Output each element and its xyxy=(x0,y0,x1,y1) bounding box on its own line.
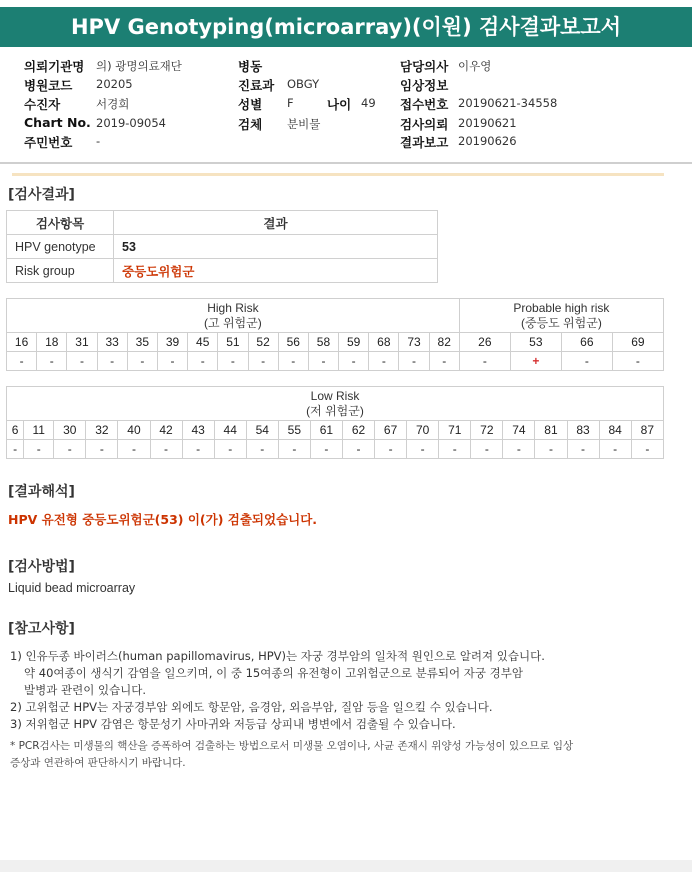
low-risk-type-cell: 32 xyxy=(86,421,118,440)
low-risk-result-cell: - xyxy=(310,440,342,459)
low-risk-type-cell: 42 xyxy=(150,421,182,440)
high-risk-result-cell: - xyxy=(37,352,67,371)
high-risk-results-row xyxy=(7,352,664,371)
high-risk-title: High Risk xyxy=(207,300,259,315)
request-date-value: 20190621 xyxy=(458,116,517,130)
high-risk-result-cell: - xyxy=(278,352,308,371)
low-risk-result-cell: - xyxy=(439,440,471,459)
low-risk-type-cell: 71 xyxy=(439,421,471,440)
age-label: 나이 xyxy=(327,97,352,112)
low-risk-type-cell: 62 xyxy=(342,421,374,440)
ward-label: 병동 xyxy=(238,59,263,74)
high-risk-result-cell: - xyxy=(429,352,459,371)
interpretation-text: HPV 유전형 중등도위험군(53) 이(가) 검출되었습니다. xyxy=(8,512,318,527)
low-risk-result-cell: - xyxy=(278,440,310,459)
hospital-code-label: 병원코드 xyxy=(24,78,73,93)
section-notes-heading: [참고사항] xyxy=(8,621,75,637)
high-risk-result-cell: - xyxy=(7,352,37,371)
sex-value: F xyxy=(287,96,294,110)
doctor-label: 담당의사 xyxy=(400,59,449,74)
low-risk-type-cell: 67 xyxy=(375,421,407,440)
high-risk-type-cell: 68 xyxy=(369,333,399,352)
sex-label: 성별 xyxy=(238,97,263,112)
request-date-label: 검사의뢰 xyxy=(400,117,449,132)
low-risk-type-cell: 83 xyxy=(567,421,599,440)
section-method-heading: [검사방법] xyxy=(8,559,75,575)
low-risk-title: Low Risk xyxy=(310,388,360,403)
note-1-line-2: 약 40여종이 생식기 감염을 일으키며, 이 중 15여종의 유전형이 고위험군으로 분류되어 자궁 경부암 xyxy=(24,666,523,680)
report-date-label: 결과보고 xyxy=(400,135,449,150)
high-risk-table xyxy=(6,298,664,371)
high-risk-result-cell: - xyxy=(308,352,338,371)
low-risk-type-cell: 11 xyxy=(24,421,54,440)
low-risk-result-cell: - xyxy=(407,440,439,459)
low-risk-type-cell: 84 xyxy=(599,421,631,440)
high-risk-result-cell: - xyxy=(218,352,248,371)
low-risk-result-cell: - xyxy=(86,440,118,459)
section-interpretation-heading: [결과해석] xyxy=(8,484,75,500)
high-risk-type-cell: 35 xyxy=(127,333,157,352)
high-risk-type-cell: 33 xyxy=(97,333,127,352)
high-risk-type-cell: 56 xyxy=(278,333,308,352)
low-risk-type-cell: 61 xyxy=(310,421,342,440)
low-risk-type-cell: 70 xyxy=(407,421,439,440)
low-risk-result-cell: - xyxy=(503,440,535,459)
high-risk-type-cell: 31 xyxy=(67,333,97,352)
low-risk-type-cell: 55 xyxy=(278,421,310,440)
high-risk-result-cell: - xyxy=(399,352,429,371)
patient-name-label: 수진자 xyxy=(24,97,61,112)
low-risk-type-cell: 30 xyxy=(54,421,86,440)
result-table-header xyxy=(7,211,438,235)
chart-no-label: Chart No. xyxy=(24,115,91,130)
low-risk-result-cell: - xyxy=(375,440,407,459)
header-divider xyxy=(0,162,692,164)
low-risk-subtitle: (저 위험군) xyxy=(306,403,364,418)
notes-list xyxy=(10,648,670,733)
resident-no-value: - xyxy=(96,134,101,148)
hospital-code-value: 20205 xyxy=(96,77,133,91)
note-1-line-1: 1) 인유두종 바이러스(human papillomavirus, HPV)는 자궁 경부암의 일차적 원인으로 알려져 있습니다. xyxy=(10,649,545,663)
probable-risk-title: Probable high risk xyxy=(513,300,610,315)
high-risk-type-cell: 39 xyxy=(157,333,187,352)
low-risk-table xyxy=(6,386,664,459)
note-1-line-3: 발병과 관련이 있습니다. xyxy=(24,683,147,697)
low-risk-result-cell: - xyxy=(567,440,599,459)
high-risk-type-cell: 66 xyxy=(561,333,612,352)
high-risk-result-cell: - xyxy=(127,352,157,371)
low-risk-result-cell: - xyxy=(54,440,86,459)
high-risk-type-cell: 52 xyxy=(248,333,278,352)
footnote xyxy=(10,738,680,772)
age-value: 49 xyxy=(361,96,376,110)
low-risk-results-row xyxy=(7,440,664,459)
high-risk-result-cell: - xyxy=(369,352,399,371)
high-risk-type-cell: 82 xyxy=(429,333,459,352)
requester-value: 의) 광명의료재단 xyxy=(96,59,182,73)
low-risk-type-cell: 87 xyxy=(631,421,663,440)
patient-name-value: 서경희 xyxy=(96,97,130,111)
low-risk-result-cell: - xyxy=(150,440,182,459)
genotype-label: HPV genotype xyxy=(7,235,114,259)
accent-divider xyxy=(12,173,664,176)
requester-label: 의뢰기관명 xyxy=(24,59,85,74)
low-risk-result-cell: - xyxy=(214,440,246,459)
high-risk-result-cell: - xyxy=(561,352,612,371)
risk-group-value: 중등도위험군 xyxy=(114,259,438,283)
resident-no-label: 주민번호 xyxy=(24,135,73,150)
table-row xyxy=(7,259,438,283)
low-risk-result-cell: - xyxy=(471,440,503,459)
probable-risk-subtitle: (중등도 위험군) xyxy=(520,315,602,330)
high-risk-result-cell: + xyxy=(510,352,561,371)
low-risk-group-header xyxy=(7,387,664,421)
low-risk-result-cell: - xyxy=(7,440,24,459)
low-risk-type-cell: 74 xyxy=(503,421,535,440)
chart-no-value: 2019-09054 xyxy=(96,116,166,130)
high-risk-result-cell: - xyxy=(97,352,127,371)
low-risk-result-cell: - xyxy=(118,440,150,459)
doctor-value: 이우영 xyxy=(458,59,492,73)
high-risk-result-cell: - xyxy=(188,352,218,371)
receipt-no-label: 접수번호 xyxy=(400,97,449,112)
high-risk-type-cell: 51 xyxy=(218,333,248,352)
header-item: 검사항목 xyxy=(7,211,114,235)
low-risk-result-cell: - xyxy=(535,440,567,459)
high-risk-type-cell: 59 xyxy=(339,333,369,352)
department-label: 진료과 xyxy=(238,78,275,93)
footnote-line-1: * PCR검사는 미생물의 핵산을 증폭하여 검출하는 방법으로서 미생물 오염이나, 사균 존재시 위양성 가능성이 있으므로 임상 xyxy=(10,740,574,752)
note-2: 2) 고위험군 HPV는 자궁경부암 외에도 항문암, 음경암, 외음부암, 질암 등을 일으킬 수 있습니다. xyxy=(10,700,493,714)
low-risk-type-cell: 72 xyxy=(471,421,503,440)
high-risk-result-cell: - xyxy=(157,352,187,371)
bottom-strip xyxy=(0,860,692,872)
patient-info xyxy=(0,53,692,153)
high-risk-result-cell: - xyxy=(459,352,510,371)
high-risk-type-cell: 58 xyxy=(308,333,338,352)
genotype-value: 53 xyxy=(114,235,438,259)
high-risk-type-cell: 45 xyxy=(188,333,218,352)
risk-group-label: Risk group xyxy=(7,259,114,283)
section-results-heading: [검사결과] xyxy=(8,187,75,203)
low-risk-result-cell: - xyxy=(24,440,54,459)
low-risk-result-cell: - xyxy=(246,440,278,459)
report-date-value: 20190626 xyxy=(458,134,517,148)
low-risk-type-cell: 54 xyxy=(246,421,278,440)
low-risk-type-cell: 43 xyxy=(182,421,214,440)
probable-risk-group-header xyxy=(459,299,663,333)
low-risk-result-cell: - xyxy=(182,440,214,459)
high-risk-type-cell: 18 xyxy=(37,333,67,352)
method-text: Liquid bead microarray xyxy=(8,581,136,595)
high-risk-group-header xyxy=(7,299,460,333)
low-risk-type-cell: 40 xyxy=(118,421,150,440)
low-risk-result-cell: - xyxy=(599,440,631,459)
high-risk-result-cell: - xyxy=(248,352,278,371)
low-risk-result-cell: - xyxy=(342,440,374,459)
high-risk-result-cell: - xyxy=(612,352,663,371)
high-risk-types-row xyxy=(7,333,664,352)
high-risk-result-cell: - xyxy=(339,352,369,371)
low-risk-type-cell: 44 xyxy=(214,421,246,440)
low-risk-type-cell: 81 xyxy=(535,421,567,440)
report-title: HPV Genotyping(microarray)(이원) 검사결과보고서 xyxy=(0,7,692,47)
result-table xyxy=(6,210,438,283)
low-risk-type-cell: 6 xyxy=(7,421,24,440)
table-row xyxy=(7,235,438,259)
clinical-info-label: 임상정보 xyxy=(400,78,449,93)
low-risk-result-cell: - xyxy=(631,440,663,459)
footnote-line-2: 증상과 연관하여 판단하시기 바랍니다. xyxy=(10,757,186,769)
receipt-no-value: 20190621-34558 xyxy=(458,96,558,110)
high-risk-result-cell: - xyxy=(67,352,97,371)
high-risk-type-cell: 69 xyxy=(612,333,663,352)
high-risk-type-cell: 73 xyxy=(399,333,429,352)
note-3: 3) 저위험군 HPV 감염은 항문성기 사마귀와 저등급 상피내 병변에서 검출될 수 있습니다. xyxy=(10,717,456,731)
high-risk-type-cell: 53 xyxy=(510,333,561,352)
high-risk-type-cell: 26 xyxy=(459,333,510,352)
specimen-value: 분비물 xyxy=(287,117,321,131)
high-risk-type-cell: 16 xyxy=(7,333,37,352)
department-value: OBGY xyxy=(287,77,320,91)
high-risk-subtitle: (고 위험군) xyxy=(204,315,262,330)
specimen-label: 검체 xyxy=(238,117,263,132)
low-risk-types-row xyxy=(7,421,664,440)
header-result: 결과 xyxy=(114,211,438,235)
